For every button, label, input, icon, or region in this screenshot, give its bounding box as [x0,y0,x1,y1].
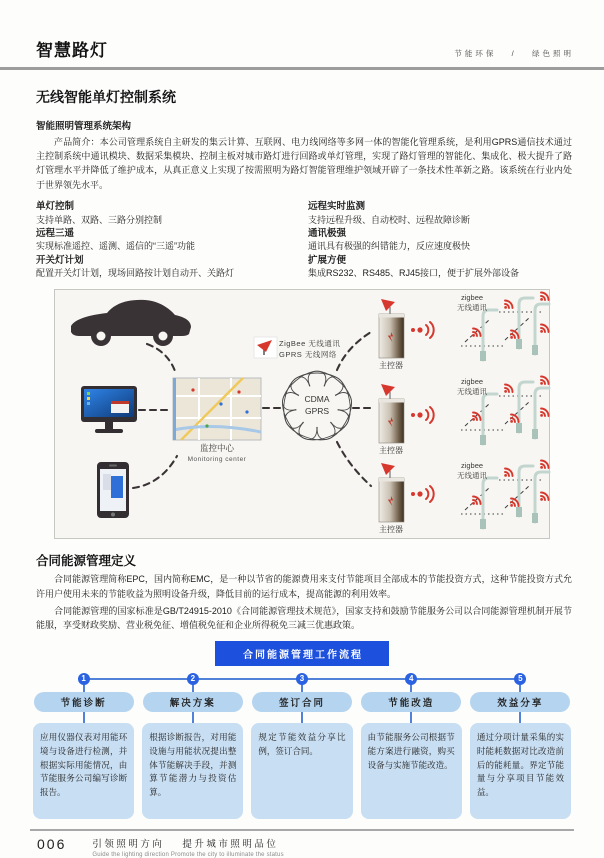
controller-label: 主控器 [379,361,403,371]
monitoring-center-label [171,442,263,463]
page-number: 006 [37,836,67,853]
step-description: 由节能服务公司根据节能方案进行融资，购买设备与实施节能改造。 [361,723,462,819]
zigbee-line: 无线通讯 [457,471,487,481]
section-title: 无线智能单灯控制系统 [36,89,176,105]
cloud-line: CDMA [304,394,330,405]
footer-slogan-cn [92,836,283,850]
workflow-step [142,673,243,819]
header-tagline [454,48,574,61]
legend-line: GPRS 无线网络 [279,350,337,360]
zigbee-line: zigbee [460,461,484,471]
cloud-label [291,393,343,417]
feature-list [36,200,572,280]
epc-paragraph-2: 合同能源管理的国家标准是GB/T24915-2010《合同能源管理技术规范》，国家支持和鼓励节能服务公司以合同能源管理机制开展节能服，享受财政奖励、营业税免征、增值税免征和企业所得税免三减三优惠政策。 [36,605,572,630]
feature-title: 开关灯计划 [36,254,84,266]
epc-section-title: 合同能源管理定义 [36,554,137,569]
tagline-left: 节能环保 [454,49,497,58]
step-number: 2 [187,673,199,685]
signal-waves-icon [411,407,434,423]
signal-waves-icon [411,486,434,502]
monitoring-center-cn: 监控中心 [199,443,234,454]
step-description: 应用仪器仪表对用能环境与设备进行检测，并根据实际用能情况，由节能服务公司编写诊断报告。 [33,723,134,819]
monitor-icon [81,386,137,433]
zigbee-label [445,377,499,397]
step-label: 效益分享 [470,692,570,712]
step-description: 通过分项计量采集的实时能耗数据对比改造前后的能耗量。界定节能量与分享项目节能效益。 [470,723,571,819]
step-description: 规定节能效益分享比例，签订合同。 [251,723,352,819]
controller-label: 主控器 [379,525,403,535]
page-footer [0,831,604,858]
step-label: 解决方案 [143,692,243,712]
workflow-step [251,673,352,819]
car-icon [71,300,191,346]
feature-desc: 支持单路、双路、三路分别控制 [36,214,163,225]
feature-desc: 实现标准遥控、遥测、遥信的“三遥”功能 [36,241,195,252]
tagline-separator: / [511,49,517,58]
page-header [0,0,604,61]
feature-title: 扩展方便 [308,254,347,266]
step-label: 节能诊断 [34,692,134,712]
feature-title: 单灯控制 [36,200,75,212]
controller-icon [379,299,404,358]
system-architecture-diagram [54,289,550,539]
workflow-step [470,673,571,819]
step-description: 根据诊断报告，对用能设施与用能状况提出整体节能解决手段，并测算节能潜力与投资估算。 [142,723,243,819]
step-number: 5 [514,673,526,685]
feature-desc: 集成RS232、RS485、RJ45接口，便于扩展外部设备 [308,268,520,279]
zigbee-label [445,293,499,313]
step-number: 4 [405,673,417,685]
section-subtitle: 智能照明管理系统架构 [36,121,132,132]
zigbee-line: zigbee [460,377,484,387]
slogan-part-1: 引领照明方向 [92,839,165,851]
map-image [173,378,261,440]
feature-desc: 配置开关灯计划，现场回路按计划自动开、关路灯 [36,268,235,279]
zigbee-label [445,461,499,481]
page-title: 智慧路灯 [36,41,108,60]
zigbee-line: zigbee [460,293,484,303]
signal-waves-icon [411,322,434,338]
legend-line: ZigBee 无线通讯 [279,339,341,349]
wireless-legend [279,338,365,360]
zigbee-line: 无线通讯 [457,387,487,397]
workflow-step [33,673,134,819]
header-divider [0,67,604,70]
step-label: 签订合同 [252,692,352,712]
feature-title: 远程三遥 [36,227,75,239]
step-label: 节能改造 [361,692,461,712]
feature-column-right [304,200,572,280]
cloud-line: GPRS [304,406,330,417]
footer-slogan-en: Guide the lighting direction Promote the city to illuminate the status [92,852,284,858]
antenna-icon [254,337,277,358]
feature-desc: 通讯具有极强的纠错能力，反应速度极快 [308,241,471,252]
feature-column-left [36,200,304,280]
feature-title: 远程实时监测 [308,200,366,212]
controller-icon [379,463,404,522]
controller-label: 主控器 [379,446,403,456]
zigbee-line: 无线通讯 [457,303,487,313]
monitoring-center-en: Monitoring center [187,456,247,464]
workflow-step [361,673,462,819]
feature-desc: 支持远程升级、自动校时、远程故障诊断 [308,214,471,225]
controller-icon [379,384,404,443]
step-number: 1 [78,673,90,685]
footer-slogan [92,836,283,858]
tagline-right: 绿色照明 [532,49,574,58]
slogan-part-2: 提升城市照明品位 [182,839,279,851]
epc-paragraph-1: 合同能源管理简称EPC，国内简称EMC，是一种以节省的能源费用来支付节能项目全部成本的节能投资方式，这种节能投资方式允许用户使用未来的节能收益为照明设备升级，降低目前的运行成本，提高能源的利用效率。 [36,574,572,599]
workflow-diagram [33,673,571,819]
feature-title: 通讯极强 [308,227,347,239]
phone-icon [97,462,129,518]
product-intro-paragraph: 产品简介：本公司管理系统自主研发的集云计算、互联网、电力线网络等多网一体的智能化管理系统，是利用GPRS通信技术通过主控制系统中通讯模块、数据采集模块、控制主板对城市路灯进行回路或单灯管理，实现了路灯管理的智能化、集成化、极大提升了路灯管理水平并降低了维护成本，从真正意义上实现了按需照明为路灯智能管理维护领域开辟了一条技术性革新之路。该系统在行业内处于世界领先水平。 [36,137,572,190]
workflow-banner: 合同能源管理工作流程 [215,641,389,666]
step-number: 3 [296,673,308,685]
